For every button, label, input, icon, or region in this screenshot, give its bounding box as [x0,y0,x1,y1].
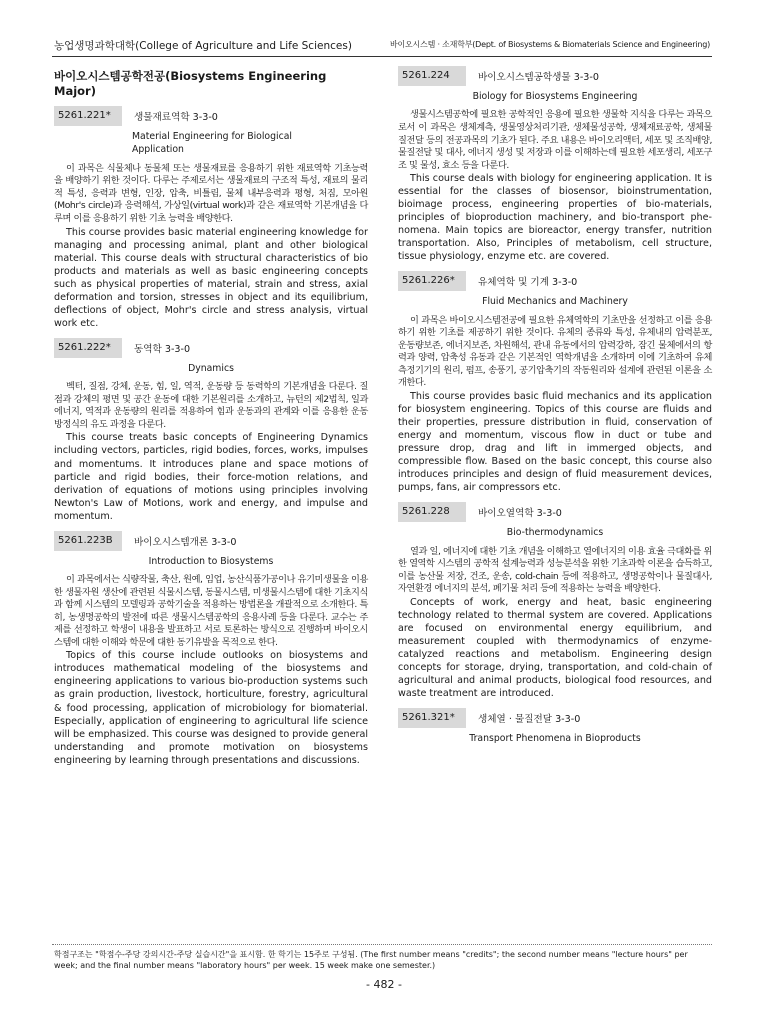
course-description [398,546,712,700]
course-header [398,708,712,728]
description-english: This course treats basic concepts of Engineering Dynamics including vectors, particles, rigid bodies, forces, works, impulses and momentums. It introduces plane and space motions of particle and rigid bodies, their force-motion relations, and derivation of equations of motions using principles involving Newton's Law of Motions, work and energy, and impulse and momentum. [54,432,368,522]
course-block [398,502,712,700]
course-code: 5261.224 [398,66,466,86]
course-title-korean: 생체열 · 물질전달 3-3-0 [478,714,581,726]
course-code: 5261.226* [398,271,466,291]
course-block [398,66,712,263]
course-title-korean: 생물재료역학 3-3-0 [134,112,218,123]
course-title-english: Bio-thermodynamics [506,527,604,539]
course-code: 5261.222* [54,338,122,358]
course-title-korean: 바이오시스템공학생물 3-3-0 [478,72,599,83]
course-header [54,338,368,358]
left-column [54,66,368,775]
course-title-english: Material Engineering for Biological Application [132,131,292,156]
description-korean: 이 과목은 바이오시스템전공에 필요한 유체역학의 기초만을 선정하고 이를 응용하기 위한 기초를 제공하기 위한 것이다. 유체의 종류와 특성, 유체내의 압력분포, 운동량보존, 에너지보존, 차원해석, 관내 유동에서의 압력강하, 잠긴 물체에서의 항력과 양력, 압축성 유동과 같은 기본적인 역학개념을 소개하며 이에 기초하여 유체 측정기기의 원리, 펌프, 송풍기, 공기압축기의 작동원리와 설계에 관련된 이론을 소개한다. [398,314,712,389]
major-title: 바이오시스템공학전공(Biosystems Engineering Major) [54,69,327,98]
description-korean: 열과 일, 에너지에 대한 기초 개념을 이해하고 열에너지의 이용 효율 극대화를 위한 열역학 시스템의 공학적 설계능력과 성능분석을 위한 기초과학 이론을 습득하고, 이를 농산물 저장, 건조, 운송, cold-chain 등에 적용하고, 생명공학이나 물질대사, 자연환경 에너지의 분석, 폐기물 처리 등에 적용하는 능력을 배양한다. [398,545,712,595]
header-college: 농업생명과학대학(College of Agriculture and Life Sciences) [54,40,352,52]
course-description [398,315,712,494]
course-description [54,574,368,767]
description-korean: 벡터, 질점, 강체, 운동, 힘, 일, 역적, 운동량 등 동력학의 기본개념을 다룬다. 질점과 강체의 평면 및 공간 운동에 대한 기본원리를 소개하고, 뉴턴의 제2법칙, 일과 에너지, 역적과 운동량의 원리를 적용하여 힘과 운동과의 관계와 이를 응용한 운동방정식의 유도 과정을 다룬다. [54,381,368,430]
course-description [398,109,712,263]
course-header [398,271,712,291]
description-english: Concepts of work, energy and heat, basic engineering technology related to thermal system are covered. Applications are focused on environmental energy equilibrium, and measurement coupled with thermodynamics of enzyme-catalyzed reactions and metabolism. Engineering design concepts for storage, drying, transportation, and cold-chain of agricultural and animal products, biological food resources, and waste treatment are introduced. [398,596,712,700]
course-block [398,708,712,745]
course-title-english: Transport Phenomena in Bioproducts [469,733,641,745]
course-code: 5261.228 [398,502,466,522]
course-description [54,381,368,522]
description-korean: 생물시스템공학에 필요한 공학적인 응용에 필요한 생물학 지식을 다루는 과목으로서 이 과목은 생체계측, 생물영상처리기관, 생체물성공학, 생체재료공학, 생체물질전달 등의 전공과목의 기초가 된다. 주요 내용은 바이오리액터, 세포 및 조직배양, 물질전달 및 대사, 에너지 생성 및 저장과 이를 이해하는데 필요한 세포생리, 세포구조 및 물성, 효소 등을 다룬다. [398,109,712,171]
course-header [398,502,712,522]
course-title-korean: 동역학 3-3-0 [134,343,191,355]
header-department: 바이오시스템 · 소재학부(Dept. of Biosystems & Biomaterials Science and Engineering) [389,40,710,49]
course-title-english: Biology for Biosystems Engineering [472,91,638,102]
description-english: This course provides basic material engineering knowledge for managing and processing animal, plant and other biological material. This course deals with structural characteristics of bio products and materials as well as basic engineering concepts such as physical properties of material, strain and stress, axial deformation and torsion, stresses in object and its equilibrium, deflections of object, Mohr's circle and stress analysis, virtual work etc. [54,226,368,329]
course-title-english: Introduction to Biosystems [148,555,274,567]
description-english: Topics of this course include outlooks on biosystems and introduces mathematical modeling of the biosystems and engineering applications to various bio-production systems such as grain production, livestock, horticulture, forestry, agricultural & food processing, application of microbiology for biomaterial. Especially, application of engineering to agricultural life science will be emphasized. This course was designed to provide general understanding and promote motivation on biosystems engineering by learning through presentations and discussions. [54,650,368,766]
course-header [54,531,368,551]
course-description [54,163,368,330]
description-english: This course deals with biology for engineering application. It is essential for the classes of biosensor, bioinstrumentation, bioimage process, engineering properties of bio-materials, principles of bioproduction machinery, and bio-transport phe- nomena. Main topics are bioreactor, energy transfer, nutrition transportation. Also, Principles of metabolism, cell structure, tissue physiology, enzyme etc. are covered. [398,173,712,263]
description-korean: 이 과목은 식물체나 동물체 또는 생물재료를 응용하기 위한 재료역학 기초능력을 배양하기 위한 것이다. 다루는 주제로서는 생물재료의 구조적 특성, 재료의 물리적 특성, 응력과 변형, 인장, 압축, 비틀림, 물체 내부응력과 평형, 처짐, 모아원(Mohr's circle)과 응력해석, 가상일(virtual work)과 같은 재료역학 기본개념을 다루며 이를 응용하기 위한 기초 능력을 배양한다. [54,162,368,224]
course-title-korean: 바이오시스템개론 3-3-0 [134,536,237,548]
page-number: - 482 - [366,978,402,991]
course-header [398,66,712,86]
course-block [54,531,368,767]
course-block [398,271,712,494]
footnote-divider [52,944,712,945]
course-code: 5261.223B [54,531,122,551]
course-title-korean: 바이오열역학 3-3-0 [478,508,562,520]
course-title-english: Fluid Mechanics and Machinery [482,296,628,308]
right-column [398,66,712,754]
course-code: 5261.321* [398,708,466,728]
description-english: This course provides basic fluid mechanics and its application for biosystem engineering. Topics of this course are fluids and their properties, pressure distribution in fluid, conservation of energy and momentum, viscous flow in duct or tube and pressure drop, drag and lift in immerged objects, and compressible flow. Based on the basic concept, this course also introduces principles and design of fluid measurement devices, pumps, fans, air compressors etc. [398,390,712,494]
course-code: 5261.221* [54,106,122,126]
footnote: 학점구조는 "학점수-주당 강의시간-주당 실습시간"을 표시함. 한 학기는 15주로 구성됨. (The first number means "credits"; the second number means "lecture hours" per week; and the final number means "laboratory hours" per week. 15 week make one semester.) [54,950,688,971]
course-header [54,106,368,126]
course-title-english: Dynamics [188,362,234,374]
course-block [54,338,368,523]
course-title-korean: 유체역학 및 기계 3-3-0 [478,277,578,289]
description-korean: 이 과목에서는 식량작물, 축산, 원예, 임업, 농산식품가공이나 유기미생물을 이용한 생물자원 생산에 관련된 식물시스템, 동물시스템, 미생물시스템에 대한 기초지식과 함께 시스템의 모델링과 공학기술을 적용하는 방법론을 개괄적으로 소개한다. 특히, 농생명공학의 발전에 따른 생물시스템공학의 응용사례 등을 다룬다. 교수는 주제를 선정하고 학생이 내용을 발표하고 서로 토론하는 방식으로 진행하며 바이오시스템에 대한 이해와 학문에 대한 동기유발을 목적으로 한다. [54,574,368,648]
header-divider [52,56,712,57]
course-block [54,106,368,330]
